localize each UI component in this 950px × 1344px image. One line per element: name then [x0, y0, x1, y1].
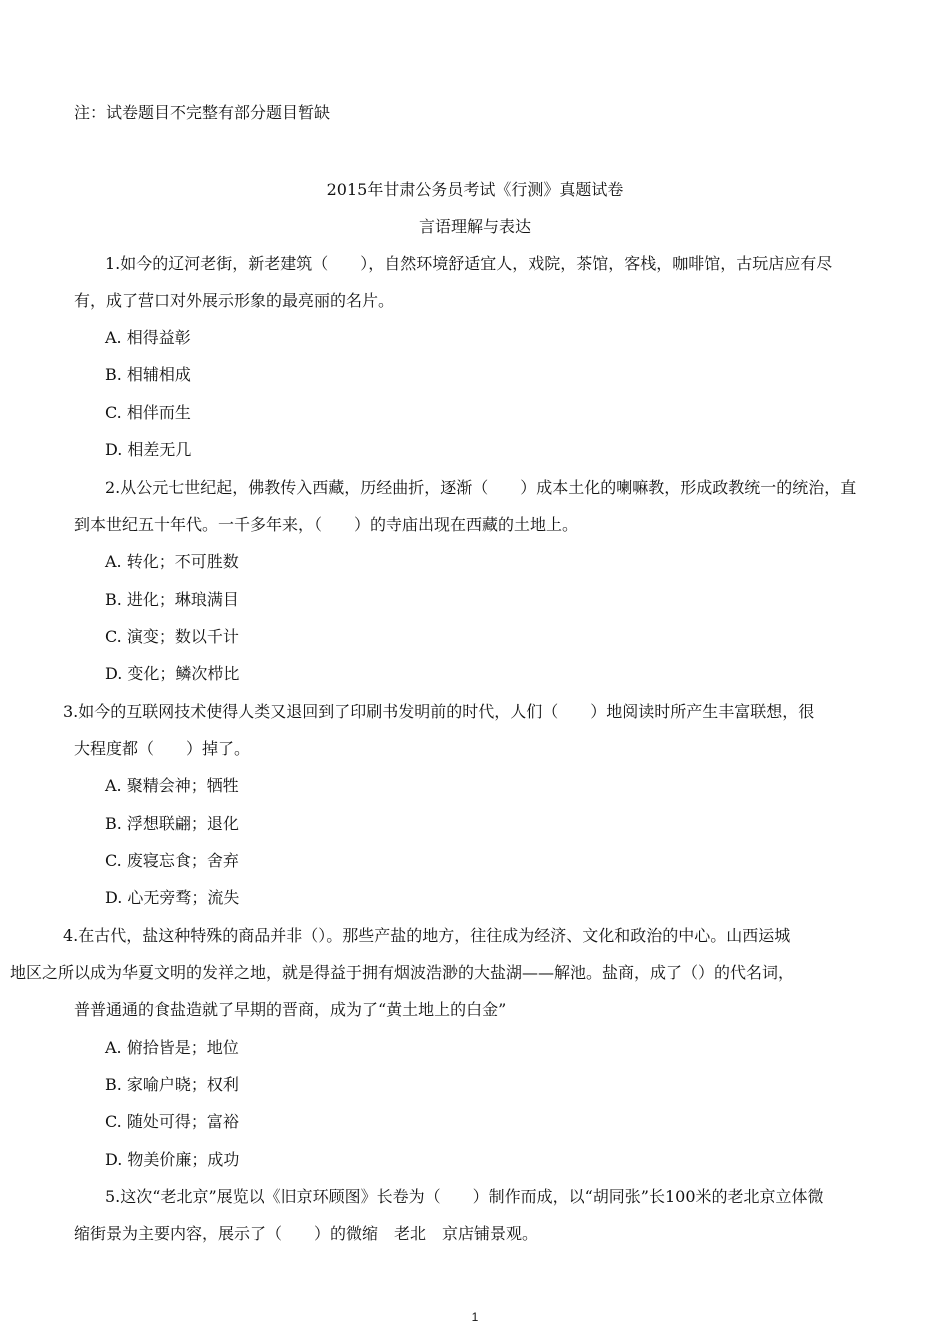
- page-title: 2015年甘肃公务员考试《行测》真题试卷: [326, 180, 624, 199]
- question-3-option-c: C. 废寝忘食；舍弃: [105, 851, 239, 870]
- question-3-option-a: A. 聚精会神；牺牲: [105, 776, 239, 795]
- question-5-line-2: 缩街景为主要内容，展示了（ ）的微缩 老北 京店铺景观。: [74, 1224, 539, 1243]
- question-4-line-2: 地区之所以成为华夏文明的发祥之地，就是得益于拥有烟波浩渺的大盐湖——解池。盐商，成了（）的代名词，: [10, 963, 795, 982]
- question-1-option-c: C. 相伴而生: [105, 403, 191, 422]
- question-4-option-c: C. 随处可得；富裕: [105, 1112, 239, 1131]
- question-3-line-1: 3.如今的互联网技术使得人类又退回到了印刷书发明前的时代，人们（ ）地阅读时所产生丰富联想，很: [63, 702, 815, 721]
- question-1-option-b: B. 相辅相成: [105, 365, 191, 384]
- question-1-option-d: D. 相差无几: [105, 440, 192, 459]
- document-note: 注：试卷题目不完整有部分题目暂缺: [74, 103, 331, 122]
- question-4-option-d: D. 物美价廉；成功: [105, 1150, 240, 1169]
- question-3-line-2: 大程度都（ ）掉了。: [74, 739, 251, 758]
- question-4-line-3: 普普通通的食盐造就了早期的晋商，成为了“黄土地上的白金”: [74, 1000, 507, 1019]
- question-2-option-c: C. 演变；数以千计: [105, 627, 239, 646]
- section-heading: 言语理解与表达: [418, 217, 531, 236]
- question-1-line-2: 有，成了营口对外展示形象的最亮丽的名片。: [74, 291, 395, 310]
- question-3-option-b: B. 浮想联翩；退化: [105, 814, 239, 833]
- question-4-line-1: 4.在古代，盐这种特殊的商品并非（）。那些产盐的地方，往往成为经济、文化和政治的中心。山西运城: [63, 926, 791, 945]
- question-1-option-a: A. 相得益彰: [105, 328, 191, 347]
- question-2-option-d: D. 变化；鳞次栉比: [105, 664, 240, 683]
- question-3-option-d: D. 心无旁骛；流失: [105, 888, 240, 907]
- question-2-line-1: 2.从公元七世纪起，佛教传入西藏，历经曲折，逐渐（ ）成本土化的喇嘛教，形成政教统一的统治，直: [105, 478, 857, 497]
- question-2-option-a: A. 转化；不可胜数: [105, 552, 239, 571]
- question-2-option-b: B. 进化；琳琅满目: [105, 590, 239, 609]
- question-4-option-b: B. 家喻户晓；权利: [105, 1075, 239, 1094]
- question-2-line-2: 到本世纪五十年代。一千多年来，（ ）的寺庙出现在西藏的土地上。: [74, 515, 579, 534]
- question-5-line-1: 5.这次“老北京”展览以《旧京环顾图》长卷为（ ）制作而成，以“胡同张”长100米的老北京立体微: [105, 1187, 824, 1206]
- page-number: 1: [471, 1310, 479, 1324]
- question-1-line-1: 1.如今的辽河老街，新老建筑（ ），自然环境舒适宜人，戏院，茶馆，客栈，咖啡馆，古玩店应有尽: [105, 254, 833, 273]
- question-4-option-a: A. 俯拾皆是；地位: [105, 1038, 239, 1057]
